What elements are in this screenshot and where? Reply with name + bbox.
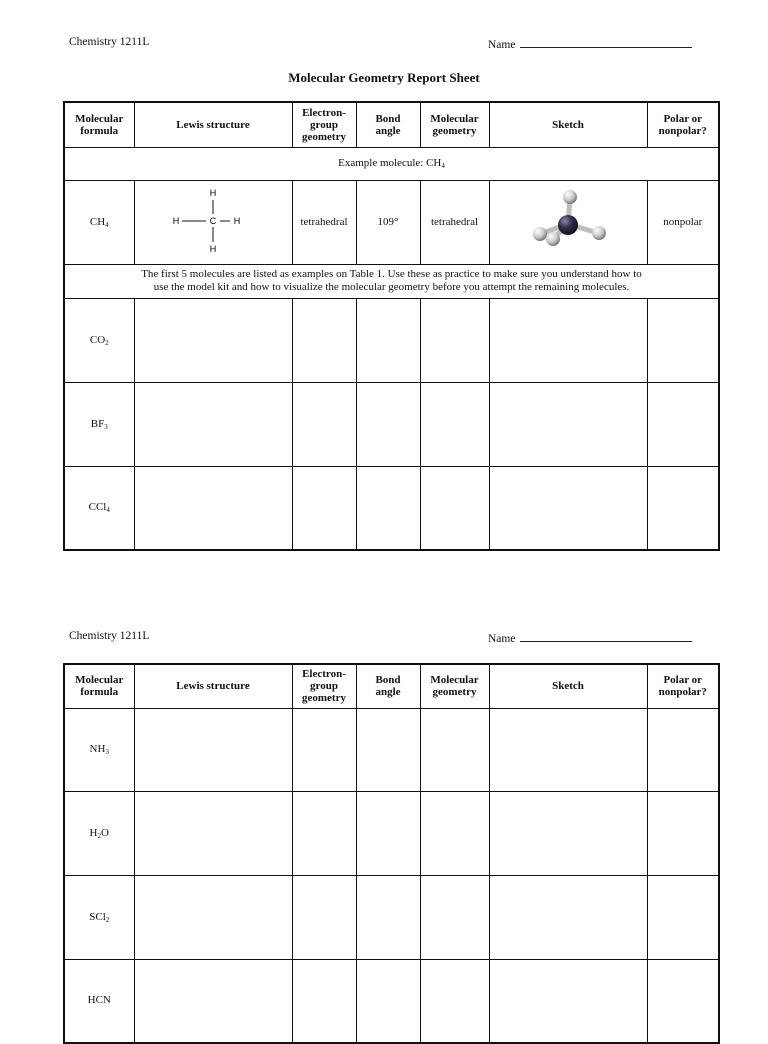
header-polarity: Polar or nonpolar? bbox=[647, 664, 719, 708]
name-blank-line[interactable] bbox=[520, 36, 692, 48]
bond-angle-cell[interactable] bbox=[356, 875, 420, 959]
course-label: Chemistry 1211L bbox=[69, 36, 150, 48]
table-row bbox=[64, 875, 719, 959]
polarity-cell[interactable] bbox=[647, 466, 719, 550]
bond-angle-cell[interactable] bbox=[356, 382, 420, 466]
lewis-structure-diagram bbox=[168, 186, 258, 256]
bond-angle-cell[interactable] bbox=[356, 959, 420, 1043]
example-electron-geometry: tetrahedral bbox=[292, 180, 356, 264]
example-formula: $CH_4$ bbox=[64, 180, 134, 264]
example-molecular-geometry: tetrahedral bbox=[420, 180, 489, 264]
header-bond-angle: Bond angle bbox=[356, 664, 420, 708]
example-sketch bbox=[489, 180, 647, 264]
example-bond-angle: 109° bbox=[356, 180, 420, 264]
header-electron-group-geometry: Electron- group geometry bbox=[292, 664, 356, 708]
molecular-geometry-cell[interactable] bbox=[420, 298, 489, 382]
header-molecular-geometry: Molecular geometry bbox=[420, 664, 489, 708]
bond-angle-cell[interactable] bbox=[356, 466, 420, 550]
course-label: Chemistry 1211L bbox=[69, 630, 150, 642]
bond-angle-cell[interactable] bbox=[356, 791, 420, 875]
table-row bbox=[64, 708, 719, 791]
lewis-cell[interactable] bbox=[134, 382, 292, 466]
row-formula: CCl$_4$ bbox=[64, 466, 134, 550]
molecular-geometry-cell[interactable] bbox=[420, 708, 489, 791]
electron-geometry-cell[interactable] bbox=[292, 382, 356, 466]
header-electron-group-geometry: Electron- group geometry bbox=[292, 102, 356, 147]
header-polarity: Polar or nonpolar? bbox=[647, 102, 719, 147]
electron-geometry-cell[interactable] bbox=[292, 466, 356, 550]
table-row bbox=[64, 959, 719, 1043]
lewis-cell[interactable] bbox=[134, 791, 292, 875]
header-sketch: Sketch bbox=[489, 664, 647, 708]
polarity-cell[interactable] bbox=[647, 298, 719, 382]
electron-geometry-cell[interactable] bbox=[292, 959, 356, 1043]
example-polarity: nonpolar bbox=[647, 180, 719, 264]
molecular-geometry-cell[interactable] bbox=[420, 875, 489, 959]
polarity-cell[interactable] bbox=[647, 791, 719, 875]
lewis-cell[interactable] bbox=[134, 875, 292, 959]
sketch-cell[interactable] bbox=[489, 298, 647, 382]
example-banner: Example molecule: $CH_4$ bbox=[64, 147, 719, 180]
svg-text:H: H bbox=[209, 243, 217, 254]
electron-geometry-cell[interactable] bbox=[292, 791, 356, 875]
lewis-cell[interactable] bbox=[134, 959, 292, 1043]
header-lewis-structure: Lewis structure bbox=[134, 102, 292, 147]
page-title: Molecular Geometry Report Sheet bbox=[288, 70, 480, 85]
svg-text:H: H bbox=[233, 215, 241, 226]
bond-angle-cell[interactable] bbox=[356, 708, 420, 791]
name-label: Name bbox=[488, 633, 516, 645]
polarity-cell[interactable] bbox=[647, 959, 719, 1043]
lewis-cell[interactable] bbox=[134, 466, 292, 550]
sketch-cell[interactable] bbox=[489, 708, 647, 791]
sketch-cell[interactable] bbox=[489, 466, 647, 550]
table-row bbox=[64, 382, 719, 466]
polarity-cell[interactable] bbox=[647, 875, 719, 959]
header-lewis-structure: Lewis structure bbox=[134, 664, 292, 708]
molecular-geometry-cell[interactable] bbox=[420, 791, 489, 875]
row-formula: SCl$_2$ bbox=[64, 875, 134, 959]
instructions-note: The first 5 molecules are listed as examples on Table 1. Use these as practice to make sure you understand how to use the model kit and how to visualize the molecular geometry before you attempt the remaining molecules. bbox=[64, 264, 719, 298]
molecular-geometry-cell[interactable] bbox=[420, 382, 489, 466]
bond-angle-cell[interactable] bbox=[356, 298, 420, 382]
svg-text:H: H bbox=[209, 187, 217, 198]
header-bond-angle: Bond angle bbox=[356, 102, 420, 147]
name-label: Name bbox=[488, 39, 516, 51]
electron-geometry-cell[interactable] bbox=[292, 298, 356, 382]
header-molecular-formula: Molecular formula bbox=[64, 102, 134, 147]
example-lewis-structure bbox=[134, 180, 292, 264]
lewis-cell[interactable] bbox=[134, 708, 292, 791]
sketch-cell[interactable] bbox=[489, 959, 647, 1043]
name-field bbox=[488, 36, 692, 51]
name-blank-line[interactable] bbox=[520, 630, 692, 642]
lewis-cell[interactable] bbox=[134, 298, 292, 382]
row-formula: $H_2O$ bbox=[64, 791, 134, 875]
name-field bbox=[488, 630, 692, 645]
molecular-geometry-cell[interactable] bbox=[420, 959, 489, 1043]
electron-geometry-cell[interactable] bbox=[292, 875, 356, 959]
table-row bbox=[64, 298, 719, 382]
header-molecular-formula: Molecular formula bbox=[64, 664, 134, 708]
svg-text:C: C bbox=[209, 215, 217, 226]
sketch-cell[interactable] bbox=[489, 791, 647, 875]
svg-text:H: H bbox=[172, 215, 180, 226]
table-row bbox=[64, 791, 719, 875]
header-sketch: Sketch bbox=[489, 102, 647, 147]
polarity-cell[interactable] bbox=[647, 382, 719, 466]
row-formula: $BF_3$ bbox=[64, 382, 134, 466]
sketch-cell[interactable] bbox=[489, 382, 647, 466]
row-formula: HCN bbox=[64, 959, 134, 1043]
report-table-1 bbox=[63, 101, 720, 551]
molecular-geometry-cell[interactable] bbox=[420, 466, 489, 550]
row-formula: $CO_2$ bbox=[64, 298, 134, 382]
electron-geometry-cell[interactable] bbox=[292, 708, 356, 791]
sketch-cell[interactable] bbox=[489, 875, 647, 959]
table-row bbox=[64, 466, 719, 550]
polarity-cell[interactable] bbox=[647, 708, 719, 791]
report-table-2 bbox=[63, 663, 720, 1044]
row-formula: $NH_3$ bbox=[64, 708, 134, 791]
ball-and-stick-model-image bbox=[523, 186, 613, 256]
header-molecular-geometry: Molecular geometry bbox=[420, 102, 489, 147]
